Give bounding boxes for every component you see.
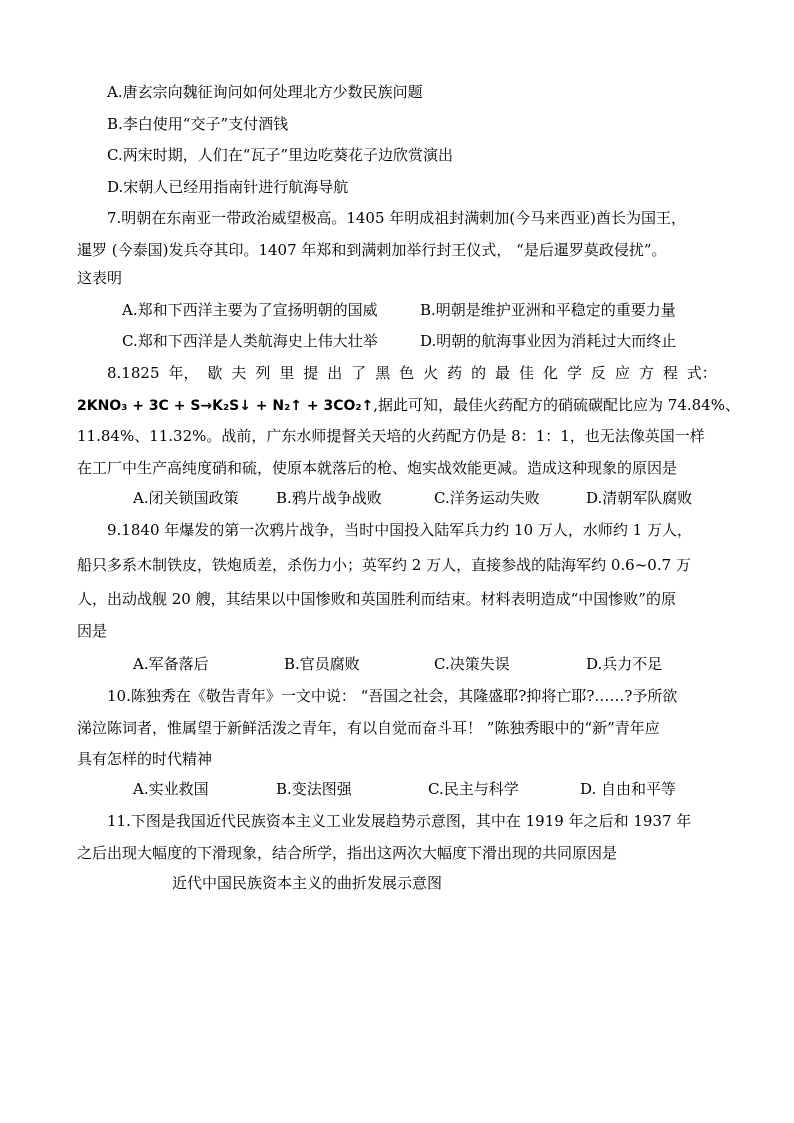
q8-option-b: B.鸦片战争战败 bbox=[276, 489, 382, 507]
q10-option-a: A.实业救国 bbox=[133, 780, 209, 798]
q8-stem-line1-word: 反 bbox=[590, 364, 606, 382]
q7-stem-line2: 暹罗 (今泰国)发兵夺其印。1407 年郑和到满剌加举行封王仪式， “是后暹罗莫政侵扰”。 bbox=[77, 241, 667, 259]
q8-stem-line1-word: 火 bbox=[423, 364, 439, 382]
q8-stem-line1-word: 学 bbox=[566, 364, 582, 382]
q7-option-b: B.明朝是维护亚洲和平稳定的重要力量 bbox=[420, 301, 676, 319]
q6-option-b: B.李白使用“交子”支付酒钱 bbox=[107, 115, 289, 133]
q8-option-c: C.洋务运动失败 bbox=[434, 489, 540, 507]
q8-stem-line1-word: 药 bbox=[447, 364, 463, 382]
q7-option-c: C.郑和下西洋是人类航海史上伟大壮举 bbox=[122, 332, 378, 350]
q8-chemical-equation: 2KNO₃ + 3C + S→K₂S↓ + N₂↑ + 3CO₂↑ bbox=[77, 398, 374, 414]
q7-option-a: A.郑和下西洋主要为了宣扬明朝的国威 bbox=[122, 301, 378, 319]
q10-option-d: D. 自由和平等 bbox=[580, 780, 677, 798]
q8-option-a: A.闭关锁国政策 bbox=[133, 489, 239, 507]
q8-stem-line1-word: 程 bbox=[662, 364, 678, 382]
q8-stem-line1-word: 色 bbox=[399, 364, 415, 382]
q8-stem-line1-word: 最 bbox=[495, 364, 511, 382]
q8-stem-line4: 在工厂中生产高纯度硝和硫，使原本就落后的枪、炮实战效能更减。造成这种现象的原因是 bbox=[77, 459, 678, 477]
q9-option-b: B.官员腐败 bbox=[284, 655, 360, 673]
q8-stem-line1-word: 的 bbox=[471, 364, 487, 382]
q8-stem-line1-word: 年， bbox=[168, 364, 199, 382]
q7-stem-line1: 7.明朝在东南亚一带政治威望极高。1405 年明成祖封满剌加(今马来西亚)酋长为国王， bbox=[107, 209, 686, 227]
q9-stem-line3: 人，出动战舰 20 艘，其结果以中国惨败和英国胜利而结束。材料表明造成“中国惨败”的原 bbox=[77, 590, 676, 608]
q8-stem-line1-word: 出 bbox=[327, 364, 343, 382]
q6-option-d: D.宋朝人已经用指南针进行航海导航 bbox=[107, 178, 349, 196]
q6-option-a: A.唐玄宗向魏征询问如何处理北方少数民族问题 bbox=[107, 83, 423, 101]
q8-stem-line1-word: 应 bbox=[614, 364, 630, 382]
q8-stem-line1-word: 8.1825 bbox=[107, 364, 160, 382]
q9-option-a: A.军备落后 bbox=[133, 655, 209, 673]
q10-stem-line3: 具有怎样的时代精神 bbox=[77, 750, 213, 768]
q9-stem-line2: 船只多系木制铁皮，铁炮质差，杀伤力小；英军约 2 万人，直接参战的陆海军约 0.6~0.7 万 bbox=[77, 556, 691, 574]
q8-stem-line3: 11.84%、11.32%。战前，广东水师提督关天培的火药配方仍是 8：1：1，也无法像英国一样 bbox=[77, 427, 705, 445]
q8-stem-line1-word: 列 bbox=[255, 364, 271, 382]
q9-option-c: C.决策失误 bbox=[434, 655, 510, 673]
q8-stem-line1-word: 了 bbox=[351, 364, 367, 382]
q8-stem-line1-word: 佳 bbox=[519, 364, 535, 382]
q9-stem-line1: 9.1840 年爆发的第一次鸦片战争，当时中国投入陆军兵力约 10 万人，水师约 1 万人， bbox=[107, 521, 692, 539]
q8-stem-line1-word: 歇 bbox=[207, 364, 223, 382]
q7-stem-line3: 这表明 bbox=[77, 269, 123, 287]
q11-stem-line2: 之后出现大幅度的下滑现象，结合所学，指出这两次大幅度下滑出现的共同原因是 bbox=[77, 844, 618, 862]
q8-stem-line1-word: 夫 bbox=[231, 364, 247, 382]
q8-stem-line1-word: 化 bbox=[542, 364, 558, 382]
q8-stem-line1-word: 里 bbox=[279, 364, 295, 382]
q10-stem-line2: 涕泣陈词者，惟属望于新鲜活泼之青年，有以自觉而奋斗耳！ ”陈独秀眼中的“新”青年应 bbox=[77, 719, 660, 737]
q11-figure-caption: 近代中国民族资本主义的曲折发展示意图 bbox=[172, 874, 443, 892]
q6-option-c: C.两宋时期，人们在“瓦子”里边吃葵花子边欣赏演出 bbox=[107, 146, 454, 164]
q8-stem-line2 bbox=[77, 395, 740, 416]
q9-option-d: D.兵力不足 bbox=[586, 655, 663, 673]
q8-stem-line1 bbox=[107, 363, 717, 383]
q8-option-d: D.清朝军队腐败 bbox=[586, 489, 693, 507]
q10-stem-line1: 10.陈独秀在《敬告青年》一文中说： “吾国之社会，其隆盛耶?抑将亡耶?……?予所欲 bbox=[107, 687, 678, 705]
q9-stem-line4: 因是 bbox=[77, 622, 108, 640]
q8-stem-line2-text: ,据此可知，最佳火药配方的硝硫碳配比应为 74.84%、 bbox=[373, 396, 740, 414]
q8-stem-line1-word: 方 bbox=[638, 364, 654, 382]
q10-option-b: B.变法图强 bbox=[276, 780, 352, 798]
q7-option-d: D.明朝的航海事业因为消耗过大而终止 bbox=[420, 332, 677, 350]
q8-stem-line1-word: 黑 bbox=[375, 364, 391, 382]
q10-option-c: C.民主与科学 bbox=[428, 780, 519, 798]
q11-stem-line1: 11.下图是我国近代民族资本主义工业发展趋势示意图，其中在 1919 年之后和 1937 年 bbox=[107, 812, 692, 830]
q8-stem-line1-word: 提 bbox=[303, 364, 319, 382]
q8-stem-line1-word: 式： bbox=[686, 364, 717, 382]
